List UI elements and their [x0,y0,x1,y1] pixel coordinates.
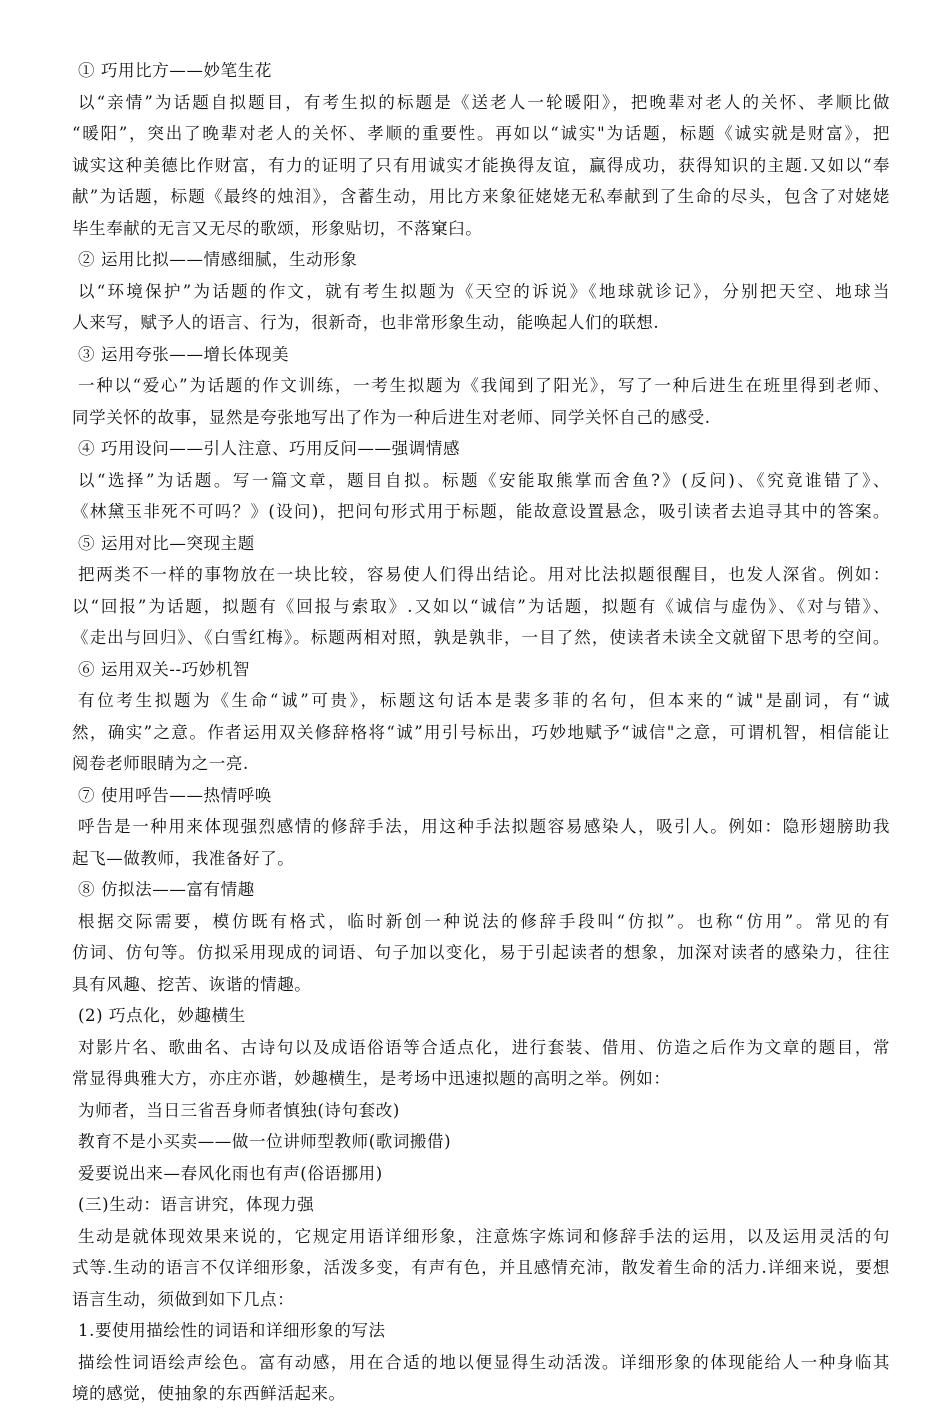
text-line: 生动是就体现效果来说的，它规定用语详细形象，注意炼字炼词和修辞手法的运用，以及运用灵活的句 [78,1226,890,1246]
text-line: 阅卷老师眼睛为之一亮. [72,754,249,773]
text-line: 以“亲情”为话题自拟题目，有考生拟的标题是《送老人一轮暖阳》，把晚辈对老人的关怀、孝顺比做 [78,92,890,112]
section-heading: (2) 巧点化，妙趣横生 [78,1006,246,1025]
text-line: 以“环境保护”为话题的作文，就有考生拟题为《天空的诉说》《地球就诊记》，分别把天空、地球当 [78,281,890,301]
text-line: 教育不是小买卖——做一位讲师型教师(歌词搬借) [78,1132,452,1151]
text-line: 境的感觉，使抽象的东西鲜活起来。 [72,1384,346,1403]
text-line: 语言生动，须做到如下几点： [72,1289,295,1309]
text-line: 人来写，赋予人的语言、行为，很新奇，也非常形象生动，能唤起人们的联想. [72,313,660,332]
text-line: 一种以“爱心”为话题的作文训练，一考生拟题为《我闻到了阳光》，写了一种后进生在班里得到老师、 [78,376,890,395]
text-line: 对影片名、歌曲名、古诗句以及成语俗语等合适点化，进行套装、借用、仿造之后作为文章的题目，常 [78,1037,890,1057]
text-line: 呼告是一种用来体现强烈感情的修辞手法，用这种手法拟题容易感染人，吸引人。例如：隐形翅膀助我 [78,817,890,836]
text-line: 把两类不一样的事物放在一块比较，容易使人们得出结论。用对比法拟题很醒目，也发人深省。例如： [78,565,890,584]
section-heading: ⑥ 运用双关--巧妙机智 [78,659,251,679]
text-line: 描绘性词语绘声绘色。富有动感，用在合适的地以便显得生动活泼。详细形象的体现能给人一种身临其 [78,1352,890,1372]
text-line: 式等.生动的语言不仅详细形象，活泼多变，有声有色，并且感情充沛，散发着生命的活力.详细来说，要想 [72,1258,890,1277]
text-line: 《林黛玉非死不可吗？》(设问)，把问句形式用于标题，能故意设置悬念，吸引读者去追寻其中的答案。 [72,502,890,521]
text-line: “暖阳”，突出了晚辈对老人的关怀、孝顺的重要性。再如以“诚实"为话题，标题《诚实就是财富》，把 [72,124,890,143]
text-line: 同学关怀的故事，显然是夸张地写出了作为一种后进生对老师、同学关怀自己的感受. [72,407,711,427]
section-heading: ⑦ 使用呼告——热情呼唤 [78,785,272,805]
text-line: 根据交际需要，模仿既有格式，临时新创一种说法的修辞手段叫“仿拟”。也称“仿用”。常见的有 [78,911,890,931]
section-heading: ④ 巧用设问——引人注意、巧用反问——强调情感 [78,439,461,458]
text-line: 以“选择”为话题。写一篇文章，题目自拟。标题《安能取熊掌而舍鱼?》(反问)、《究竟谁错了》、 [78,470,890,490]
section-heading: ① 巧用比方——妙笔生花 [78,61,272,80]
text-line: 毕生奉献的无言又无尽的歌颂，形象贴切，不落窠臼。 [72,218,483,238]
text-line: 具有风趣、挖苦、诙谐的情趣。 [72,974,312,994]
section-heading: ⑧ 仿拟法——富有情趣 [78,880,255,899]
text-line: 献”为话题，标题《最终的烛泪》，含蓄生动，用比方来象征姥姥无私奉献到了生命的尽头，包含了对姥姥 [72,187,890,206]
section-heading: ③ 运用夸张——增长体现美 [78,344,290,364]
text-line: 为师者，当日三省吾身师者慎独(诗句套改) [78,1100,400,1120]
section-heading: ② 运用比拟——情感细腻，生动形象 [78,250,358,269]
text-line: 起飞—做教师，我准备好了。 [72,848,295,868]
section-heading: (三)生动：语言讲究，体现力强 [78,1195,315,1214]
text-line: 常显得典雅大方，亦庄亦谐，妙趣横生，是考场中迅速拟题的高明之举。例如： [72,1069,671,1088]
text-line: 然，确实”之意。作者运用双关修辞格将“诚”用引号标出，巧妙地赋予“诚信"之意，可谓机智，相信能让 [72,722,890,742]
text-line: 仿词、仿句等。仿拟采用现成的词语、句子加以变化，易于引起读者的想象，加深对读者的感染力，往往 [72,943,890,962]
text-line: 诚实这种美德比作财富，有力的证明了只有用诚实才能换得友谊，赢得成功，获得知识的主题.又如以“奉 [72,155,890,175]
section-heading: 1.要使用描绘性的词语和详细形象的写法 [78,1321,386,1340]
text-line: 以“回报”为话题，拟题有《回报与索取》.又如以“诚信”为话题，拟题有《诚信与虚伪》、《对与错》、 [72,596,890,616]
section-heading: ⑤ 运用对比—突现主题 [78,533,255,553]
text-line: 爱要说出来—春风化雨也有声(俗语挪用) [78,1163,383,1183]
text-line: 《走出与回归》、《白雪红梅》。标题两相对照，孰是孰非，一目了然，使读者未读全文就留下思考的空间。 [72,628,890,647]
text-line: 有位考生拟题为《生命“诚”可贵》，标题这句话本是裴多菲的名句，但本来的“诚"是副词，有“诚 [78,691,890,710]
